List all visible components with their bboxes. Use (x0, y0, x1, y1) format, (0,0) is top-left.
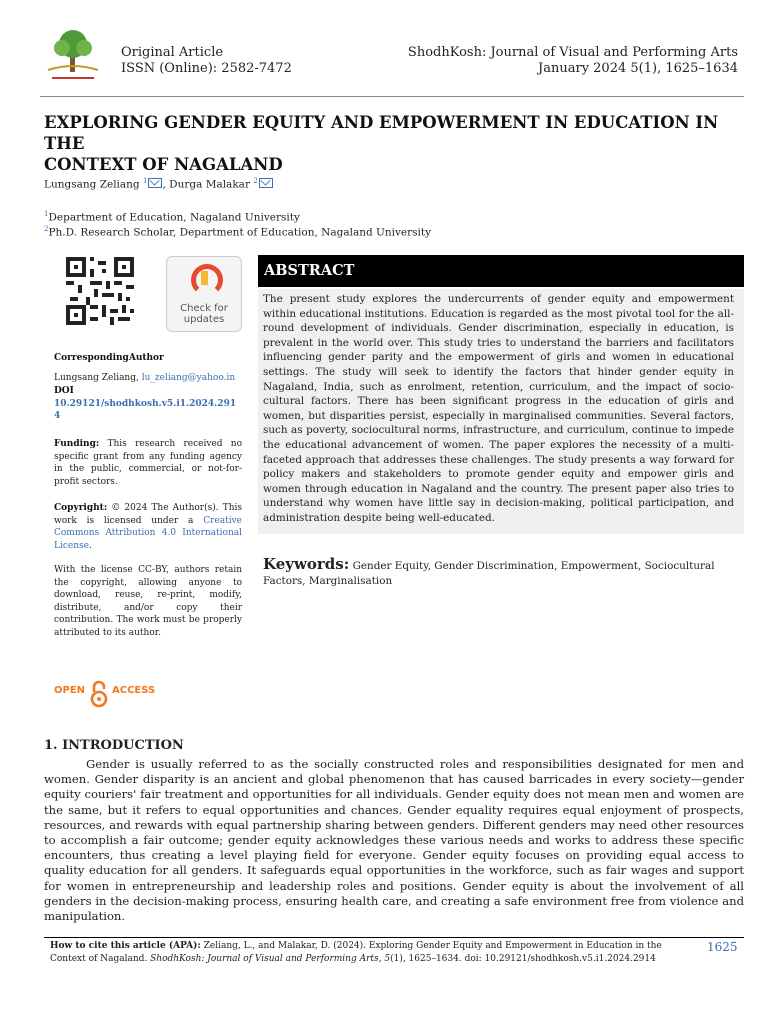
article-type: Original Article (121, 45, 224, 60)
email-icon[interactable] (259, 178, 273, 188)
affiliation: $^1$Department of Education, Nagaland University (44, 210, 300, 224)
funding-note: Funding: This research received no specific grant from any funding agency in the public, commercial, or not-for-profit sectors. (54, 439, 242, 487)
header-left (121, 45, 292, 77)
qr-code[interactable] (66, 257, 134, 325)
doi-heading: DOI (54, 386, 74, 396)
doi-link[interactable]: 10.29121/shodhkosh.v5.i1.2024.291 4 (54, 398, 237, 421)
author-name[interactable]: Lungsang Zeliang (44, 178, 140, 191)
ccby-note: With the license CC-BY, authors retain the copyright, allowing anyone to download, reuse, re-print, modify, distribute, and/or copy their contribution. The work must be properly attributed to its author. (54, 565, 242, 638)
license-link[interactable]: Creative Commons Attribution 4.0 International License (54, 515, 242, 551)
abstract-heading: ABSTRACT (258, 255, 744, 287)
email-icon[interactable] (148, 178, 162, 188)
open-lock-icon (90, 680, 108, 708)
abstract-text: The present study explores the undercurrents of gender equity and empowerment within educational institutions. Education is regarded as the most pivotal tool for the all-round development of individuals. Gender discrimination, especially in education, is prevalent in the world over. This study tries to understand the barriers and facilitators influencing gender parity and the empowerment of girls and women in educational settings. The study will seek to identify the factors that hinder gender equity in Nagaland, India, such as enrolment, retention, curriculum, and the impact of socio-cultural factors. There has been significant progress in the education of girls and women, but disparities persist, especially in marginalised communities. Several factors, such as poverty, sociocultural norms, infrastructure, and curriculum, continue to impede the educational advancement of women. The paper explores the necessity of a multi-faceted approach that addresses these challenges. The study presents a way forward for policy makers and stakeholders to promote gender equity and empower girls and women through education in Nagaland and the country. The present paper also tries to understand why women have little say in decision-making, political participation, and administration despite being well-educated. (263, 293, 734, 524)
section-heading: 1. INTRODUCTION (44, 738, 184, 753)
article-title: EXPLORING GENDER EQUITY AND EMPOWERMENT IN EDUCATION IN THE CONTEXT OF NAGALAND (44, 113, 719, 174)
header-divider (40, 96, 744, 97)
footer-divider (44, 937, 744, 938)
author-list: Lungsang Zeliang $^1$ , Durga Malakar $^2$ (44, 177, 273, 191)
corresponding-email-link[interactable]: lu_zeliang@yahoo.in (141, 372, 236, 383)
author-name[interactable]: Durga Malakar (169, 178, 250, 191)
keywords: Keywords: Gender Equity, Gender Discrimination, Empowerment, Sociocultural Factors, Marginalisation (263, 555, 715, 587)
issue-info: January 2024 5(1), 1625–1634 (538, 61, 738, 76)
citation: How to cite this article (APA): Zeliang, L., and Malakar, D. (2024). Exploring Gender Equity and Empowerment in Education in the Context of Nagaland. ShodhKosh: Journal of Visual and Performing Arts, 5(1), 1625–1634. doi: 10.29121/shodhkosh.v5.i1.2024.2914 (50, 941, 662, 964)
journal-name: ShodhKosh: Journal of Visual and Performing Arts (407, 45, 738, 60)
corresponding-author: CorrespondingAuthor Lungsang Zeliang, lu_zeliang@yahoo.in DOI 10.29121/shodhkosh.v5.i1.2024.291 4 (54, 352, 242, 423)
page-number: 1625 (707, 940, 738, 954)
copyright-note: Copyright: © 2024 The Author(s). This work is licensed under a Creative Commons Attribution 4.0 International License. (54, 503, 242, 551)
issn: ISSN (Online): 2582-7472 (121, 61, 292, 76)
journal-logo (40, 26, 106, 84)
check-for-updates-button[interactable]: Check for updates (166, 256, 242, 332)
open-access-badge: OPEN ACCESS (54, 680, 155, 708)
header-right (408, 45, 738, 77)
affiliation: $^2$Ph.D. Research Scholar, Department of Education, Nagaland University (44, 225, 432, 239)
introduction-text: Gender is usually referred to as the socially constructed roles and responsibilities designated for men and women. Gender disparity is an ancient and global phenomenon that has caused barricades in every society—gender equity couriers' fair treatment and opportunities for all individuals. Gender equity does not mean men and women are the same, but it refers to equal opportunities and chances. Gender equality requires equal enjoyment of prospects, resources, and rewards with equal partnership sharing between genders. Different genders may need other resources to accomplish a fair outcome; gender equity acknowledges these various needs and works to address these specific encounters, thus creating a level playing field for everyone. Gender equity focuses on providing equal access to quality education for all genders. It safeguards equal opportunities in the workforce, such as fair wages and support for women in entrepreneurship and leadership roles and positions. Gender equity is about the involvement of all genders in the decision-making process, ensuring health care, and creating a safe environment free from violence and manipulation. (44, 757, 744, 924)
